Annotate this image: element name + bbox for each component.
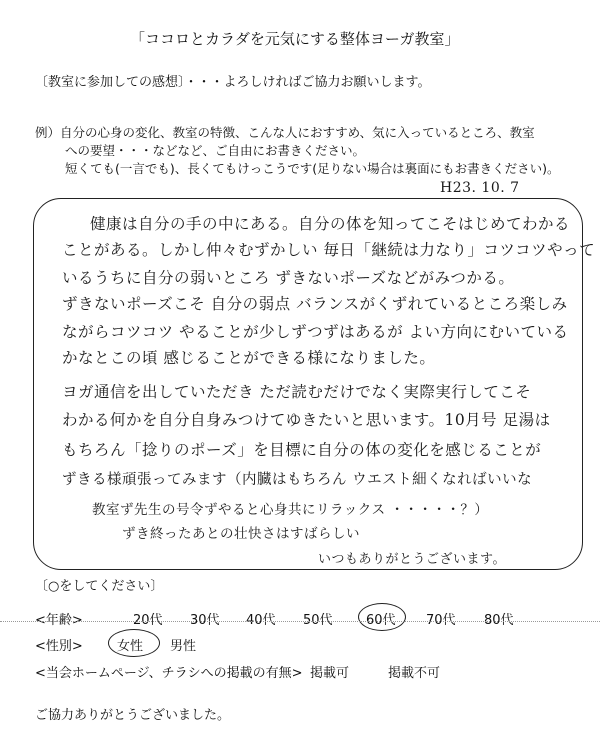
handwritten-line-3: いるうちに自分の弱いところ ずきないポーズなどがみつかる。 [62, 269, 515, 287]
gender-option-female[interactable]: 女性 [117, 639, 144, 654]
publish-label: <当会ホームページ、チラシへの掲載の有無> [35, 666, 303, 681]
age-option-50s[interactable]: 50代 [303, 613, 333, 628]
age-option-80s[interactable]: 80代 [484, 613, 514, 628]
prompt-heading: 〔教室に参加しての感想〕・・・よろしければご協力お願いします。 [35, 75, 431, 90]
age-selection-circle [358, 603, 406, 631]
prompt-example-line-1: 例）自分の心身の変化、教室の特徴、こんな人におすすめ、気に入っているところ、教室 [35, 125, 535, 140]
handwritten-date: H23. 10. 7 [440, 180, 520, 196]
handwritten-line-4: ずきないポーズこそ 自分の弱点 バランスがくずれているところ楽しみ [62, 295, 568, 313]
handwritten-line-13: いつもありがとうございます。 [318, 552, 506, 567]
thank-you-footer: ご協力ありがとうございました。 [35, 708, 231, 723]
publish-option-not-allowed[interactable]: 掲載不可 [388, 666, 441, 681]
age-option-20s[interactable]: 20代 [133, 613, 163, 628]
age-option-30s[interactable]: 30代 [190, 613, 220, 628]
age-option-70s[interactable]: 70代 [426, 613, 456, 628]
age-label: <年齢> [35, 613, 83, 628]
handwritten-line-11: 教室ず先生の号令ずやると心身共にリラックス ・・・・・？） [92, 502, 489, 518]
handwritten-line-10: ずきる様頑張ってみます（内臓はもちろん ウエスト細くなればいいな [62, 472, 533, 488]
handwritten-line-5: ながらコツコツ やることが少しずつずはあるが よい方向にむいている [62, 323, 569, 341]
handwritten-line-8: わかる何かを自分自身みつけてゆきたいと思います。10月号 足湯は [62, 411, 551, 429]
age-option-60s[interactable]: 60代 [366, 613, 396, 628]
handwritten-line-7: ヨガ通信を出していただき ただ読むだけでなく実際実行してこそ [62, 383, 532, 401]
divider-line [0, 621, 600, 622]
handwritten-line-1: 健康は自分の手の中にある。自分の体を知ってこそはじめてわかる [90, 215, 571, 233]
handwritten-line-2: ことがある。しかし仲々むずかしい 毎日「継続は力なり」コツコツやって [62, 241, 596, 259]
age-option-40s[interactable]: 40代 [246, 613, 276, 628]
circle-instruction: 〔○をしてください〕 [35, 579, 164, 594]
prompt-example-line-3: 短くても(一言でも)、長くてもけっこうです(足りない場合は裏面にもお書きください)。 [65, 161, 560, 176]
gender-option-male[interactable]: 男性 [170, 639, 197, 654]
handwritten-line-9: もちろん「捻りのポーズ」を目標に自分の体の変化を感じることが [62, 441, 542, 459]
handwritten-line-12: ずき終ったあとの壮快さはすばらしい [122, 526, 360, 542]
form-title: 「ココロとカラダを元気にする整体ヨーガ教室」 [130, 30, 460, 48]
gender-selection-circle [108, 629, 160, 657]
prompt-example-line-2: への要望・・・などなど、ご自由にお書きください。 [65, 143, 366, 158]
publish-option-allowed[interactable]: 掲載可 [310, 666, 350, 681]
handwritten-line-6: かなとこの頃 感じることができる様になりました。 [62, 349, 436, 367]
gender-label: <性別> [35, 639, 83, 654]
